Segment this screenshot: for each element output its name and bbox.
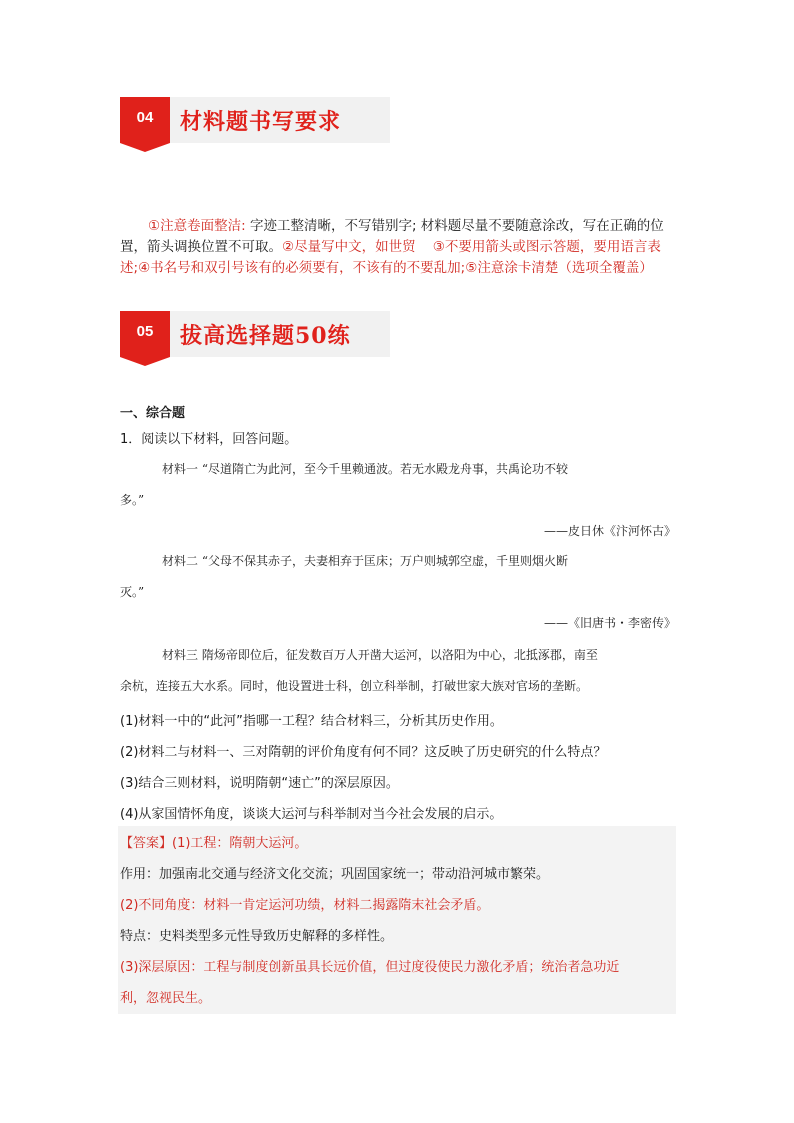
req-4: ④书名号和双引号该有的必须要有，不该有的不要乱加; — [138, 260, 466, 276]
question-intro: 1．阅读以下材料，回答问题。 — [120, 432, 298, 447]
section-05-header — [120, 311, 390, 357]
material-2 — [120, 546, 676, 608]
section-04-title: 材料题书写要求 — [180, 108, 342, 135]
section-05-title: 拔高选择题50练 — [180, 322, 351, 349]
req-3: ③不要用箭头或图示答题，要用语言表述; — [120, 239, 661, 276]
sub-question-4: (4)从家国情怀角度，谈谈大运河与科举制对当今社会发展的启示。 — [120, 807, 503, 822]
answer-tag: 【答案】 — [120, 836, 173, 851]
material-1-line-2: 多。” — [120, 493, 145, 507]
material-3-line-2: 余杭，连接五大水系。同时，他设置进士科，创立科举制，打破世家大族对官场的垄断。 — [120, 679, 589, 693]
sub-question-1: (1)材料一中的“此河”指哪一工程？结合材料三，分析其历史作用。 — [120, 714, 503, 729]
requirements-paragraph — [120, 216, 680, 279]
req-1-label: ①注意卷面整洁: — [148, 218, 246, 234]
material-1-source: ——皮日休《汴河怀古》 — [543, 524, 676, 538]
material-1 — [120, 454, 676, 516]
material-1-line-1: 材料一 “尽道隋亡为此河，至今千里赖通波。若无水殿龙舟事，共禹论功不较 — [162, 462, 568, 476]
material-2-line-2: 灭。” — [120, 585, 145, 599]
answer-line-6: 利，忽视民生。 — [120, 991, 212, 1006]
material-2-line-1: 材料二 “父母不保其赤子，夫妻相弃于匡床；万户则城郭空虚，千里则烟火断 — [162, 554, 568, 568]
sub-question-2: (2)材料二与材料一、三对隋朝的评价角度有何不同？这反映了历史研究的什么特点？ — [120, 745, 607, 760]
req-2: ②尽量写中文，如世贸 — [282, 239, 416, 255]
material-2-source: ——《旧唐书・李密传》 — [543, 616, 676, 630]
section-05-badge: 05 — [120, 311, 170, 357]
answer-line-4: 特点：史料类型多元性导致历史解释的多样性。 — [120, 929, 394, 944]
answer-line-1 — [120, 828, 670, 859]
answer-line-3: (2)不同角度：材料一肯定运河功绩，材料二揭露隋末社会矛盾。 — [120, 898, 490, 913]
question-heading: 一、综合题 — [120, 406, 186, 421]
material-3 — [120, 640, 676, 702]
req-1-text: 字迹工整清晰，不写错别字; 材料题尽量不要随意涂改，写在正确的位置，箭头调换位置不可取。 — [120, 218, 664, 255]
answer-line-2: 作用：加强南北交通与经济文化交流；巩固国家统一；带动沿河城市繁荣。 — [120, 867, 550, 882]
section-04-header — [120, 97, 390, 143]
answer-1: (1)工程：隋朝大运河。 — [172, 836, 308, 851]
section-04-badge: 04 — [120, 97, 170, 143]
req-5: ⑤注意涂卡清楚（选项全覆盖） — [465, 260, 653, 276]
sub-question-3: (3)结合三则材料，说明隋朝“速亡”的深层原因。 — [120, 776, 399, 791]
material-3-line-1: 材料三 隋炀帝即位后，征发数百万人开凿大运河，以洛阳为中心，北抵涿郡，南至 — [162, 648, 598, 662]
answer-line-5: (3)深层原因：工程与制度创新虽具长远价值，但过度役使民力激化矛盾；统治者急功近 — [120, 960, 620, 975]
